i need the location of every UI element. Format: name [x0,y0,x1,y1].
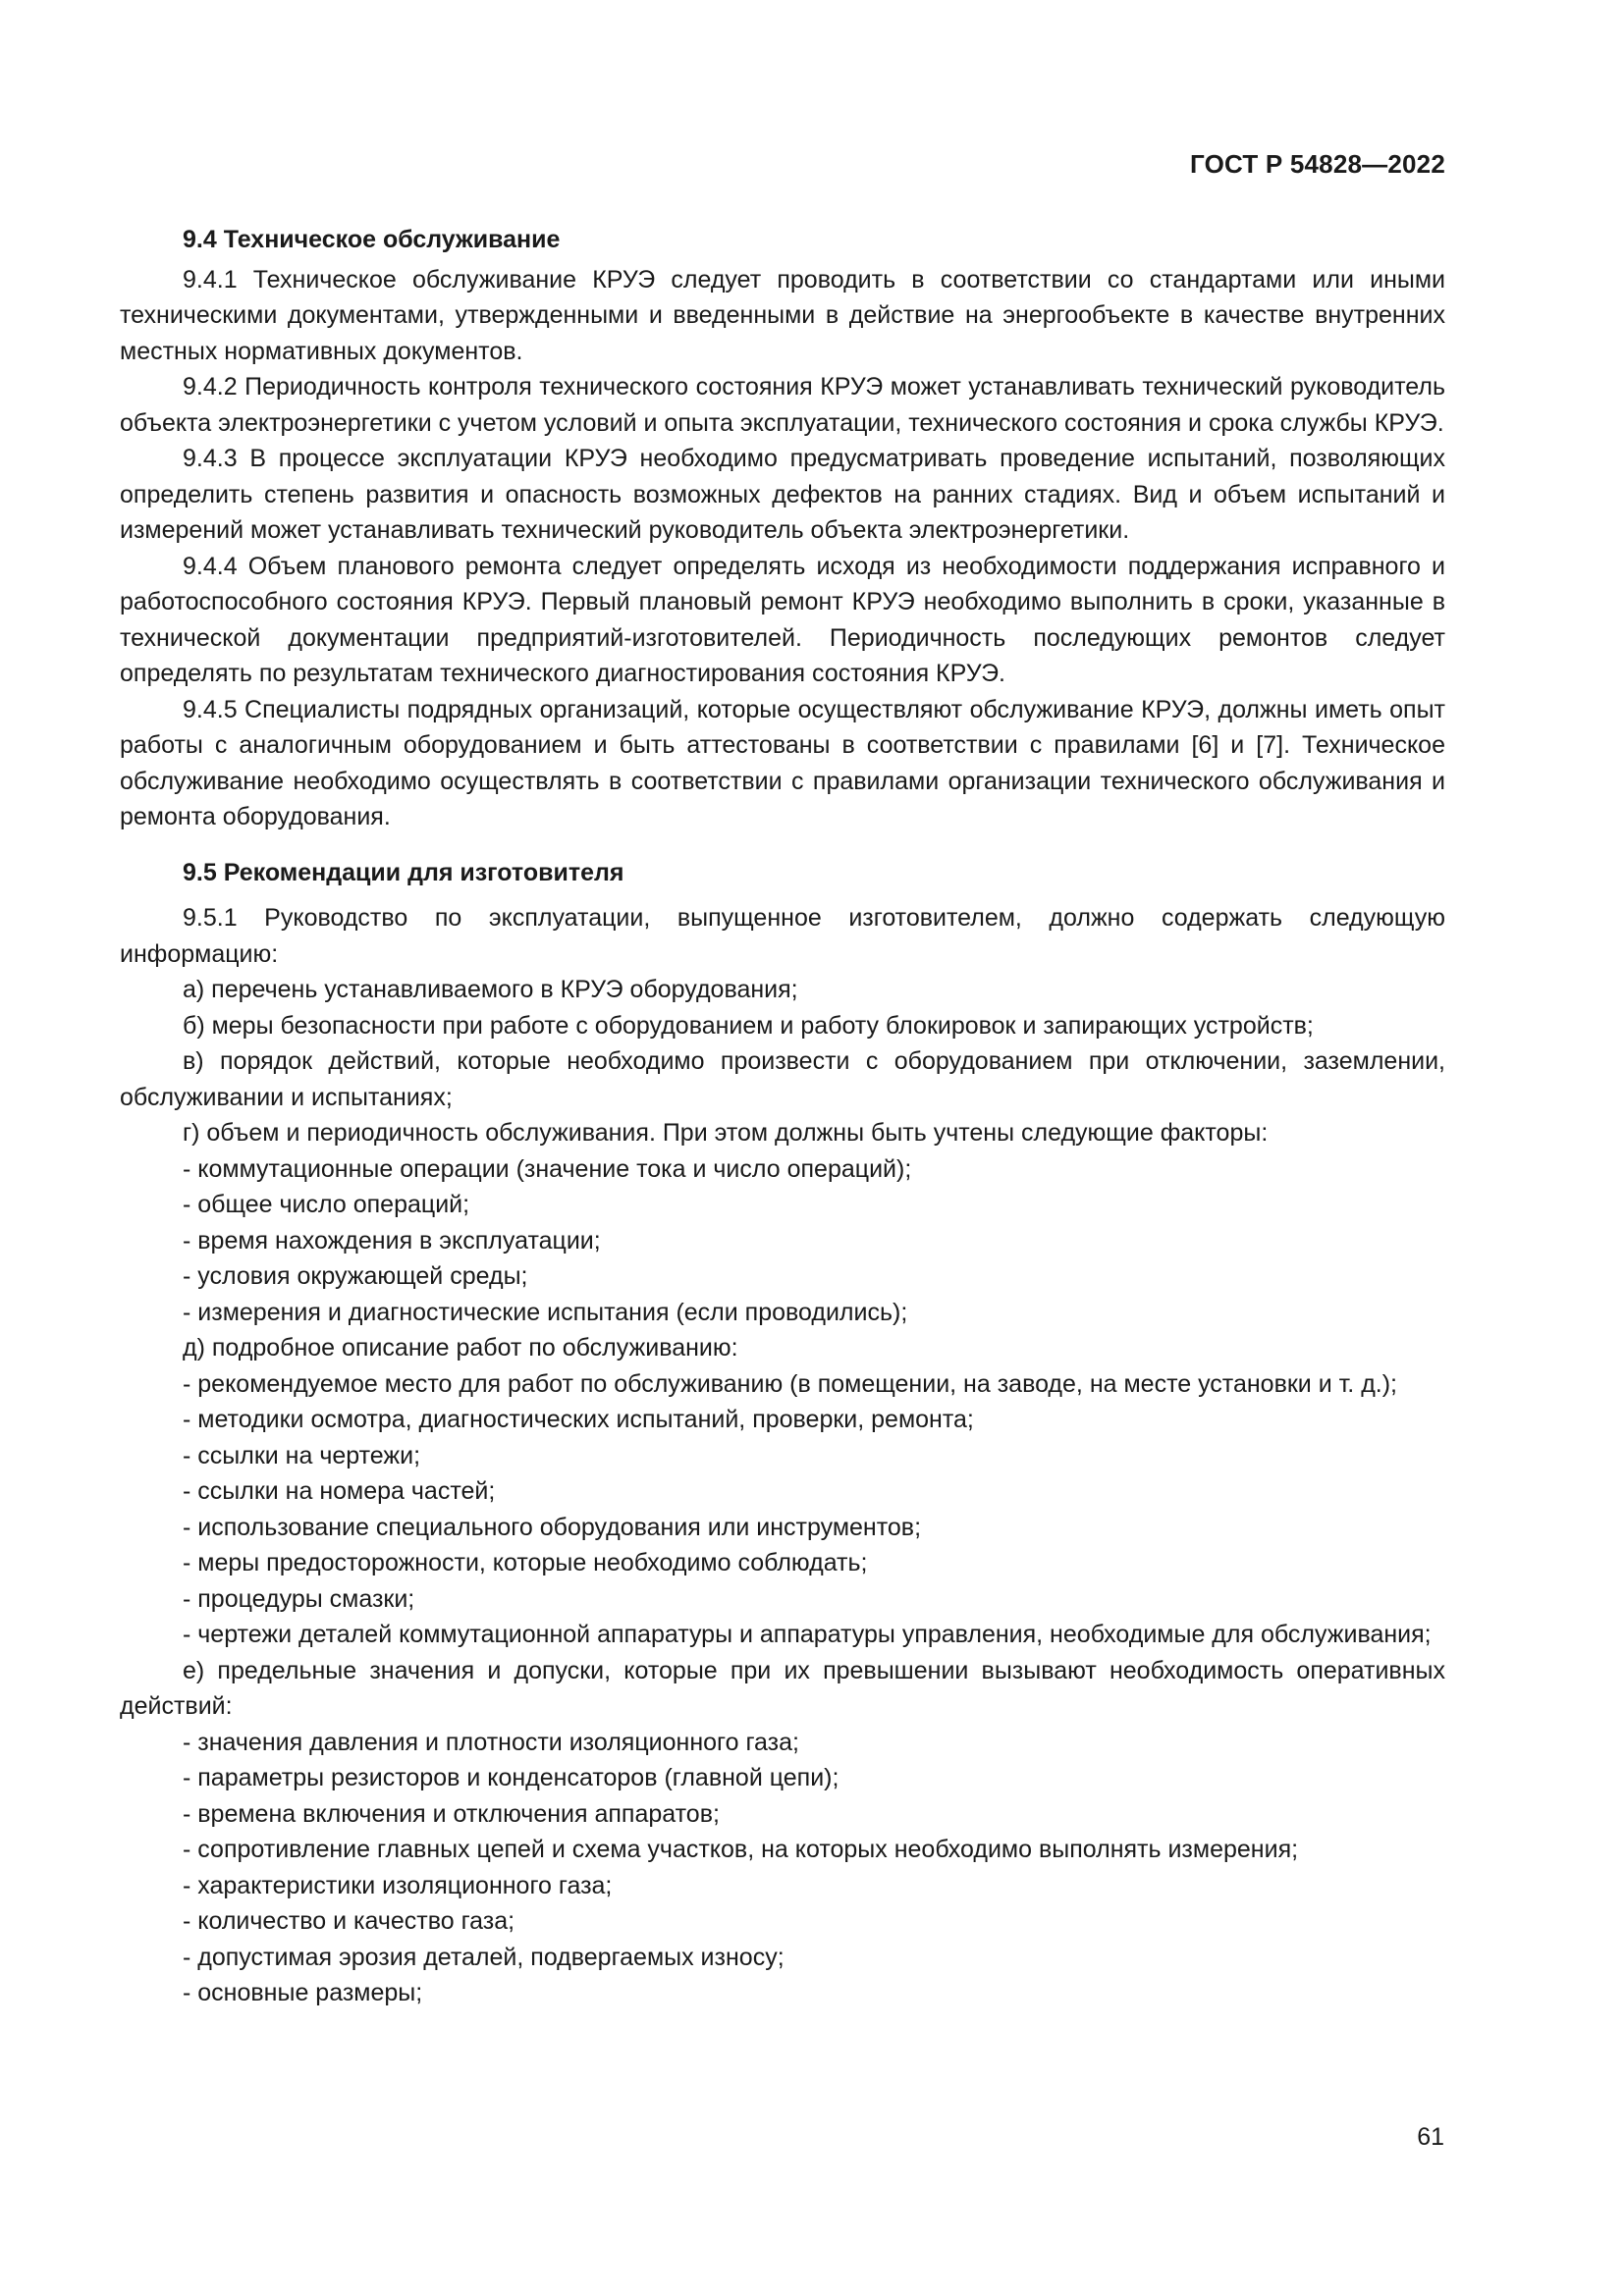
dash-item: - общее число операций; [183,1191,470,1218]
list-item-e: е) предельные значения и допуски, которые при их превышении вызывают необходимость оперативных действий: [120,1656,1445,1720]
dash-item: - условия окружающей среды; [183,1262,528,1290]
page-content [120,222,1445,2011]
dash-item: - количество и качество газа; [183,1907,515,1935]
dash-item: - чертежи деталей коммутационной аппаратуры и аппаратуры управления, необходимые для обслуживания; [183,1621,1432,1648]
paragraph-9-4-3: 9.4.3 В процессе эксплуатации КРУЭ необходимо предусматривать проведение испытаний, позволяющих определить степень развития и опасность возможных дефектов на ранних стадиях. Вид и объем испытаний и измерений может устанавливать технический руководитель объекта электроэнергетики. [120,445,1445,544]
dash-item: - коммутационные операции (значение тока и число операций); [183,1154,912,1183]
dash-item: - меры предосторожности, которые необходимо соблюдать; [183,1549,868,1576]
dash-item: - методики осмотра, диагностических испытаний, проверки, ремонта; [183,1406,974,1433]
list-item-d: д) подробное описание работ по обслуживанию: [183,1334,738,1362]
paragraph-9-4-1: 9.4.1 Техническое обслуживание КРУЭ следует проводить в соответствии со стандартами или иными техническими документами, утвержденными и введенными в действие на энергообъекте в качестве внутренних местных нормативных документов. [120,265,1445,365]
dash-item: - процедуры смазки; [183,1584,415,1613]
section-heading-9-5: 9.5 Рекомендации для изготовителя [183,858,624,886]
dash-item: - допустимая эрозия деталей, подвергаемых износу; [183,1943,785,1971]
paragraph-9-4-2: 9.4.2 Периодичность контроля технического состояния КРУЭ может устанавливать технический руководитель объекта электроэнергетики с учетом условий и опыта эксплуатации, технического состояния и срока службы КРУЭ. [120,373,1445,437]
list-item-v: в) порядок действий, которые необходимо произвести с оборудованием при отключении, заземлении, обслуживании и испытаниях; [120,1047,1445,1111]
dash-item: - использование специального оборудования или инструментов; [183,1513,922,1541]
dash-item: - измерения и диагностические испытания (если проводились); [183,1298,908,1326]
document-code: ГОСТ Р 54828—2022 [1190,149,1445,179]
paragraph-9-4-5: 9.4.5 Специалисты подрядных организаций, которые осуществляют обслуживание КРУЭ, должны иметь опыт работы с аналогичным оборудованием и быть аттестованы в соответствии с правилами [6] и [7]. Техническое обслуживание необходимо осуществлять в соответствии с правилами организации технического обслуживания и ремонта оборудования. [120,695,1445,830]
dash-item: - времена включения и отключения аппаратов; [183,1799,720,1828]
dash-item: - время нахождения в эксплуатации; [183,1226,601,1255]
dash-item: - основные размеры; [183,1979,423,2006]
list-item-b: б) меры безопасности при работе с оборудованием и работу блокировок и запирающих устройств; [183,1011,1314,1040]
dash-item: - сопротивление главных цепей и схема участков, на которых необходимо выполнять измерения; [183,1836,1299,1863]
paragraph-9-4-4: 9.4.4 Объем планового ремонта следует определять исходя из необходимости поддержания исправного и работоспособного состояния КРУЭ. Первый плановый ремонт КРУЭ необходимо выполнить в сроки, указанные в технической документации предприятий-изготовителей. Периодичность последующих ремонтов следует определять по результатам технического диагностирования состояния КРУЭ. [120,552,1445,687]
page-number: 61 [1417,2123,1444,2151]
dash-item: - значения давления и плотности изоляционного газа; [183,1728,799,1756]
dash-item: - ссылки на чертежи; [183,1441,421,1469]
dash-item: - параметры резисторов и конденсаторов (главной цепи); [183,1764,839,1791]
list-item-a: а) перечень устанавливаемого в КРУЭ оборудования; [183,976,798,1003]
paragraph-9-5-1: 9.5.1 Руководство по эксплуатации, выпущенное изготовителем, должно содержать следующую информацию: [120,904,1445,968]
dash-item: - характеристики изоляционного газа; [183,1871,613,1899]
dash-item: - ссылки на номера частей; [183,1477,496,1505]
dash-item: - рекомендуемое место для работ по обслуживанию (в помещении, на заводе, на месте установки и т. д.); [183,1369,1397,1398]
section-heading-9-4: 9.4 Техническое обслуживание [183,226,561,253]
list-item-g: г) объем и периодичность обслуживания. При этом должны быть учтены следующие факторы: [183,1119,1269,1147]
